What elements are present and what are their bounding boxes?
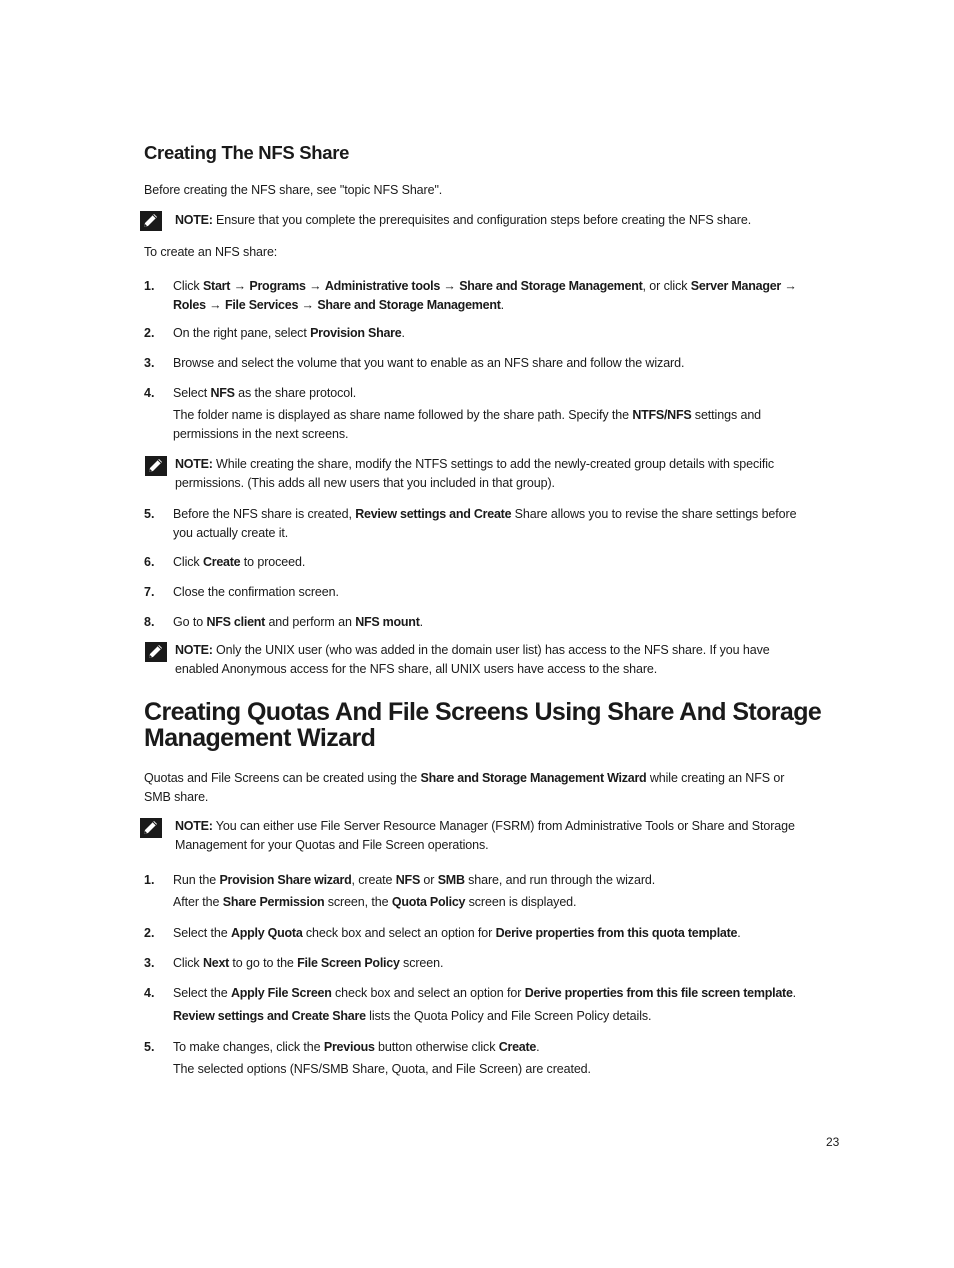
step-number: 5. xyxy=(144,507,155,521)
note-pencil-icon xyxy=(145,456,167,476)
s2-step-4-detail: Review settings and Create Share lists the Quota Policy and File Screen Policy details. xyxy=(173,1009,652,1023)
note-pencil-icon xyxy=(145,642,167,662)
s2-step-3-text: Click Next to go to the File Screen Policy screen. xyxy=(173,956,444,970)
note-1: NOTE: Ensure that you complete the prerequisites and configuration steps before creating the NFS share. xyxy=(175,213,752,227)
s2-step-5-detail: The selected options (NFS/SMB Share, Quota, and File Screen) are created. xyxy=(173,1062,591,1076)
s2-step-4-text: Select the Apply File Screen check box and select an option for Derive properties from this file screen template. xyxy=(173,986,797,1000)
step-7-text: Close the confirmation screen. xyxy=(173,585,339,599)
note-4: NOTE: You can either use File Server Resource Manager (FSRM) from Administrative Tools or Share and Storage Management for your Quotas and File Screen operations. xyxy=(175,819,795,852)
step-8-text: Go to NFS client and perform an NFS mount. xyxy=(173,615,423,629)
step-1-text: Click Start → Programs → Administrative tools → Share and Storage Management, or click Server Manager → Roles → File Services → Share and Storage Management. xyxy=(173,279,797,312)
section-title-quotas-file-screens: Creating Quotas And File Screens Using Share And Storage Management Wizard xyxy=(144,698,822,752)
s2-step-2-text: Select the Apply Quota check box and select an option for Derive properties from this quota template. xyxy=(173,926,741,940)
section-title-nfs-share: Creating The NFS Share xyxy=(144,142,350,163)
step-number: 6. xyxy=(144,555,155,569)
step-number: 3. xyxy=(144,356,155,370)
step-number: 1. xyxy=(144,873,155,887)
step-number: 4. xyxy=(144,386,155,400)
note-pencil-icon xyxy=(140,211,162,231)
step-6-text: Click Create to proceed. xyxy=(173,555,306,569)
step-2-text: On the right pane, select Provision Share. xyxy=(173,326,405,340)
step-number: 5. xyxy=(144,1040,155,1054)
note-2: NOTE: While creating the share, modify the NTFS settings to add the newly-created group details with specific permissions. (This adds all new users that you included in that group). xyxy=(175,457,775,490)
s2-step-5-text: To make changes, click the Previous button otherwise click Create. xyxy=(173,1040,540,1054)
s2-step-1-detail: After the Share Permission screen, the Quota Policy screen is displayed. xyxy=(173,895,577,909)
step-number: 3. xyxy=(144,956,155,970)
step-3-text: Browse and select the volume that you want to enable as an NFS share and follow the wizard. xyxy=(173,356,685,370)
step-number: 4. xyxy=(144,986,155,1000)
section2-intro: Quotas and File Screens can be created using the Share and Storage Management Wizard while creating an NFS or SMB share. xyxy=(144,771,785,804)
intro-paragraph: Before creating the NFS share, see "topic NFS Share". xyxy=(144,183,443,197)
step-number: 2. xyxy=(144,326,155,340)
step-5-text: Before the NFS share is created, Review settings and Create Share allows you to revise the share settings before you actually create it. xyxy=(173,507,797,540)
page-number: 23 xyxy=(826,1135,840,1149)
lead-text: To create an NFS share: xyxy=(144,245,278,259)
note-pencil-icon xyxy=(140,818,162,838)
step-number: 7. xyxy=(144,585,155,599)
step-number: 8. xyxy=(144,615,155,629)
step-number: 2. xyxy=(144,926,155,940)
step-4-detail: The folder name is displayed as share name followed by the share path. Specify the NTFS/NFS settings and permissions in the next screens. xyxy=(173,408,762,441)
s2-step-1-text: Run the Provision Share wizard, create NFS or SMB share, and run through the wizard. xyxy=(173,873,656,887)
step-4-text: Select NFS as the share protocol. xyxy=(173,386,357,400)
step-number: 1. xyxy=(144,279,155,293)
note-3: NOTE: Only the UNIX user (who was added in the domain user list) has access to the NFS share. If you have enabled Anonymous access for the NFS share, all UNIX users have access to the share. xyxy=(175,643,770,676)
